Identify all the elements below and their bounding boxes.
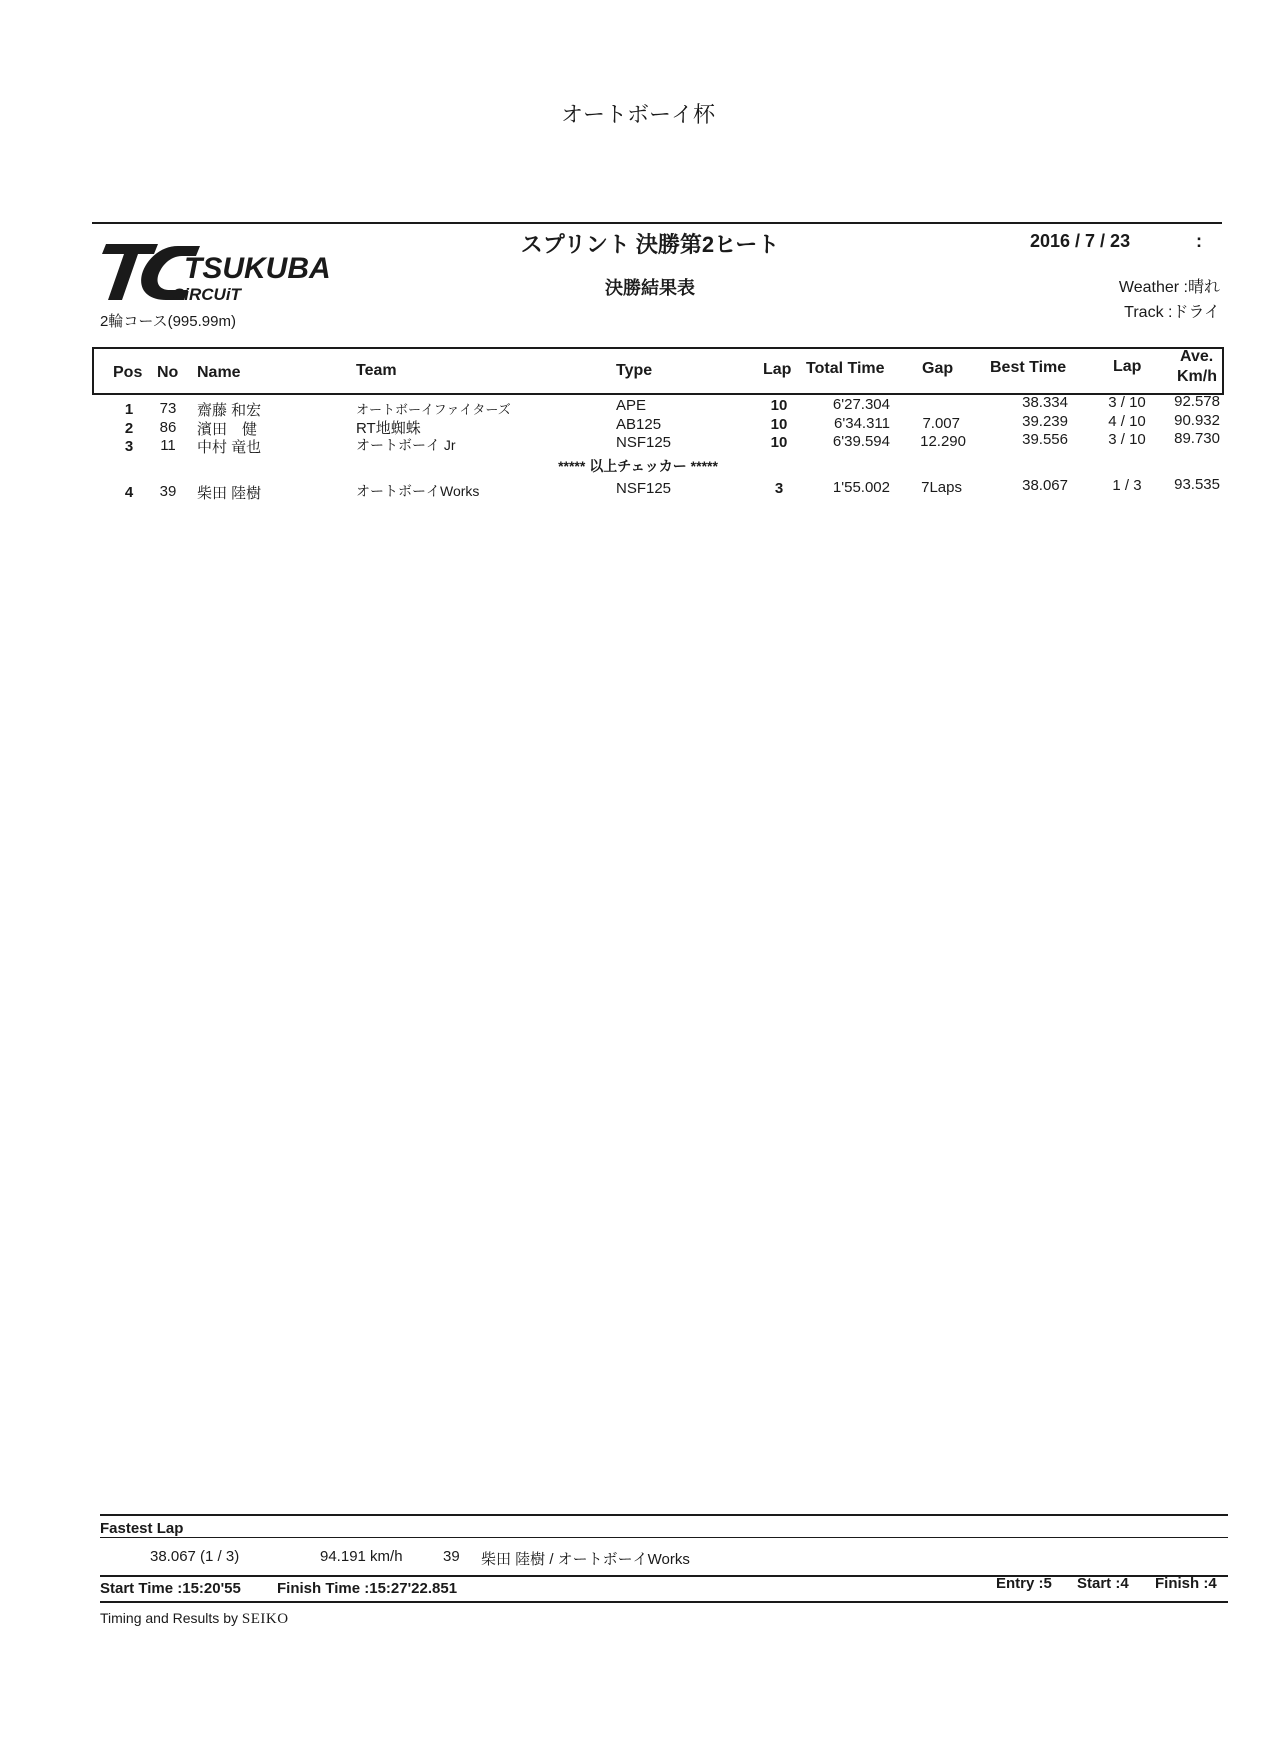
fastest-lap-label: Fastest Lap (100, 1520, 184, 1537)
row-total-time: 6'39.594 (832, 433, 890, 450)
table-header-left-rule (92, 347, 94, 395)
row-ave: 92.578 (1174, 393, 1220, 410)
row-best-lap: 4 / 10 (1108, 413, 1146, 430)
row-total-time: 6'27.304 (832, 396, 890, 413)
col-pos: Pos (113, 364, 143, 381)
start-finish-top-rule (100, 1575, 1228, 1577)
course-label: 2輪コース(995.99m) (100, 313, 236, 330)
row-pos: 2 (124, 420, 134, 437)
col-lap: Lap (763, 361, 792, 378)
row-ave: 90.932 (1174, 412, 1220, 429)
entry-count: Entry :5 (996, 1575, 1052, 1592)
row-team: オートボーイWorks (356, 483, 480, 499)
col-total-time: Total Time (806, 360, 885, 377)
finish-time: Finish Time :15:27'22.851 (277, 1580, 458, 1597)
fastest-lap-label-rule (100, 1537, 1228, 1538)
row-name: 濱田 健 (197, 421, 258, 438)
row-gap: 7.007 (922, 415, 960, 432)
fastest-lap-top-rule (100, 1514, 1228, 1516)
row-best-time: 38.334 (1022, 394, 1068, 411)
row-team: オートボーイ Jr (356, 437, 456, 453)
weather-label: Weather :晴れ (1118, 279, 1220, 296)
row-best-lap: 3 / 10 (1108, 431, 1146, 448)
fastest-lap-no: 39 (443, 1548, 460, 1565)
timing-credit-label: Timing and Results by (100, 1610, 238, 1626)
row-lap: 3 (774, 480, 784, 497)
row-gap: 7Laps (921, 479, 962, 496)
row-pos: 3 (124, 438, 134, 455)
row-gap: 12.290 (920, 433, 966, 450)
row-pos: 4 (124, 484, 134, 501)
row-no: 86 (159, 419, 177, 436)
logo-sub: CiRCUiT (172, 285, 241, 304)
col-gap: Gap (922, 360, 954, 377)
fastest-lap-speed: 94.191 km/h (320, 1548, 403, 1565)
row-name: 中村 竜也 (197, 439, 262, 456)
row-lap: 10 (770, 397, 788, 414)
row-ave: 93.535 (1174, 476, 1220, 493)
row-total-time: 6'34.311 (834, 415, 890, 432)
col-ave-unit: Km/h (1177, 368, 1217, 385)
col-type: Type (616, 362, 653, 379)
row-lap: 10 (770, 416, 788, 433)
row-team: オートボーイファイターズ (356, 402, 511, 417)
race-time: : (1196, 231, 1202, 251)
col-team: Team (356, 362, 397, 379)
seiko-logo: SEIKO (241, 1611, 289, 1627)
footer-bottom-rule (100, 1601, 1228, 1603)
row-best-time: 39.556 (1022, 431, 1068, 448)
tsukuba-circuit-logo (100, 238, 360, 306)
row-name: 柴田 陸樹 (197, 485, 262, 502)
track-condition: Track :ドライ (1124, 304, 1220, 321)
logo-brand: TSUKUBA (184, 252, 331, 285)
row-no: 11 (160, 437, 176, 454)
table-header-right-rule (1222, 347, 1224, 395)
timing-credit (100, 1610, 289, 1628)
row-type: APE (616, 397, 647, 414)
event-title: オートボーイ杯 (560, 102, 715, 127)
row-name: 齋藤 和宏 (197, 402, 262, 419)
row-type: NSF125 (616, 434, 672, 451)
col-best-lap: Lap (1113, 358, 1142, 375)
row-lap: 10 (770, 434, 788, 451)
col-best-time: Best Time (990, 359, 1067, 376)
race-date: 2016 / 7 / 23 (1030, 231, 1131, 251)
start-time: Start Time :15:20'55 (100, 1580, 241, 1597)
row-type: AB125 (616, 416, 662, 433)
col-name: Name (197, 364, 241, 381)
start-count: Start :4 (1077, 1575, 1129, 1592)
row-type: NSF125 (616, 480, 672, 497)
fastest-lap-time: 38.067 (1 / 3) (150, 1548, 240, 1565)
row-best-time: 39.239 (1022, 413, 1068, 430)
row-total-time: 1'55.002 (832, 479, 890, 496)
fastest-lap-rider: 柴田 陸樹 / オートボーイWorks (481, 1551, 690, 1568)
heat-title: スプリント 決勝第2ヒート (520, 232, 780, 257)
finish-count: Finish :4 (1155, 1575, 1217, 1592)
table-header-top-rule (92, 347, 1224, 349)
tc-logo-icon (100, 238, 360, 306)
row-ave: 89.730 (1174, 430, 1220, 447)
row-best-time: 38.067 (1022, 477, 1068, 494)
row-best-lap: 3 / 10 (1108, 394, 1146, 411)
row-pos: 1 (124, 401, 134, 418)
col-no: No (157, 364, 179, 381)
row-team: RT地蜘蛛 (356, 420, 421, 437)
row-no: 39 (159, 483, 177, 500)
row-no: 73 (159, 400, 177, 417)
col-ave: Ave. (1180, 348, 1214, 365)
header-top-rule (92, 222, 1222, 224)
row-best-lap: 1 / 3 (1112, 477, 1142, 494)
checker-separator: ***** 以上チェッカー ***** (558, 458, 718, 474)
document-subtitle: 決勝結果表 (605, 278, 695, 298)
